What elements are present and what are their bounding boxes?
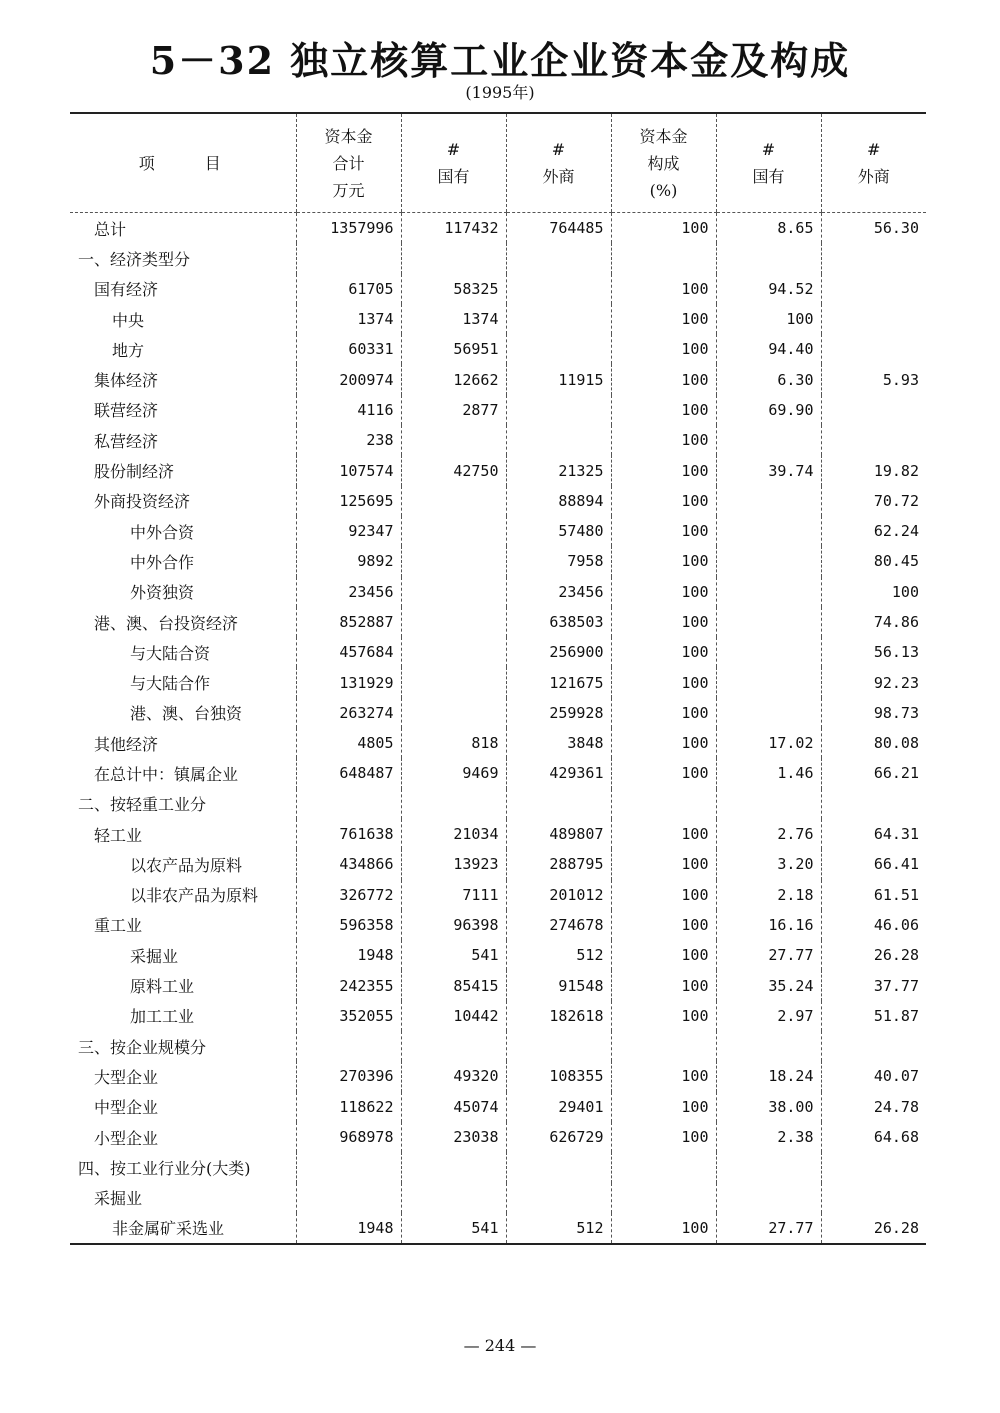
cell-foreign: [506, 1031, 611, 1061]
cell-comp: 100: [611, 546, 716, 576]
cell-state: [401, 243, 506, 273]
cell-comp-state: [716, 1152, 821, 1182]
cell-foreign: 288795: [506, 849, 611, 879]
row-label: 四、按工业行业分(大类): [78, 1158, 251, 1178]
cell-foreign: 29401: [506, 1092, 611, 1122]
row-label: 以非农产品为原料: [130, 886, 259, 906]
cell-comp-foreign: 19.82: [821, 455, 926, 485]
cell-total: 648487: [296, 758, 401, 788]
row-label: 以农产品为原料: [130, 855, 243, 875]
row-label: 原料工业: [130, 977, 195, 997]
cell-comp: 100: [611, 698, 716, 728]
cell-state: 1374: [401, 304, 506, 334]
cell-comp-foreign: 46.06: [821, 910, 926, 940]
cell-comp: 100: [611, 1213, 716, 1244]
capital-table: [70, 112, 926, 1245]
table-row: [70, 334, 926, 364]
cell-total: 852887: [296, 607, 401, 637]
cell-state: [401, 577, 506, 607]
table-row: [70, 667, 926, 697]
cell-foreign: 256900: [506, 637, 611, 667]
cell-comp-state: 6.30: [716, 364, 821, 394]
cell-total: [296, 243, 401, 273]
cell-total: 434866: [296, 849, 401, 879]
cell-comp-foreign: [821, 334, 926, 364]
page-number: — 244 —: [463, 1336, 537, 1355]
cell-comp: 100: [611, 819, 716, 849]
cell-state: 45074: [401, 1092, 506, 1122]
cell-foreign: 88894: [506, 486, 611, 516]
cell-total: 1357996: [296, 213, 401, 244]
cell-foreign: [506, 304, 611, 334]
cell-total: 118622: [296, 1092, 401, 1122]
cell-foreign: 638503: [506, 607, 611, 637]
cell-comp-foreign: 92.23: [821, 667, 926, 697]
table-row: [70, 637, 926, 667]
cell-foreign: [506, 1152, 611, 1182]
cell-comp-foreign: [821, 425, 926, 455]
cell-comp: 100: [611, 910, 716, 940]
cell-comp: 100: [611, 395, 716, 425]
cell-comp-state: [716, 546, 821, 576]
row-label: 一、经济类型分: [78, 249, 191, 269]
cell-total: 61705: [296, 274, 401, 304]
cell-total: 1374: [296, 304, 401, 334]
cell-foreign: 489807: [506, 819, 611, 849]
table-row: [70, 1122, 926, 1152]
row-label: 三、按企业规模分: [78, 1037, 207, 1057]
cell-comp: [611, 1031, 716, 1061]
cell-comp-foreign: 98.73: [821, 698, 926, 728]
cell-comp: 100: [611, 1061, 716, 1091]
cell-comp-foreign: [821, 1183, 926, 1213]
cell-comp-foreign: [821, 395, 926, 425]
row-label: 集体经济: [94, 371, 159, 391]
cell-total: 270396: [296, 1061, 401, 1091]
cell-comp-foreign: [821, 789, 926, 819]
cell-foreign: 259928: [506, 698, 611, 728]
header-comp-state: # 国有: [716, 113, 821, 213]
cell-comp-state: 2.97: [716, 1001, 821, 1031]
row-label: 联营经济: [94, 401, 159, 421]
cell-foreign: 11915: [506, 364, 611, 394]
cell-total: 242355: [296, 970, 401, 1000]
cell-foreign: [506, 395, 611, 425]
cell-comp: 100: [611, 334, 716, 364]
cell-comp-foreign: 51.87: [821, 1001, 926, 1031]
cell-comp-foreign: 24.78: [821, 1092, 926, 1122]
table-row: [70, 910, 926, 940]
header-capital-foreign: # 外商: [506, 113, 611, 213]
row-label: 外资独资: [130, 583, 195, 603]
cell-comp: 100: [611, 364, 716, 394]
table-header-row: [70, 113, 926, 213]
cell-comp-foreign: 26.28: [821, 940, 926, 970]
cell-comp: 100: [611, 728, 716, 758]
row-label: 重工业: [94, 916, 143, 936]
cell-comp: 100: [611, 1092, 716, 1122]
cell-comp: [611, 1152, 716, 1182]
table-row: [70, 425, 926, 455]
cell-state: [401, 486, 506, 516]
cell-total: 1948: [296, 940, 401, 970]
cell-comp: [611, 243, 716, 273]
table-row: [70, 1092, 926, 1122]
row-label: 在总计中：镇属企业: [94, 764, 239, 784]
cell-comp-foreign: [821, 1031, 926, 1061]
cell-state: [401, 546, 506, 576]
cell-comp-state: [716, 1183, 821, 1213]
row-label: 港、澳、台投资经济: [94, 613, 239, 633]
cell-state: 9469: [401, 758, 506, 788]
cell-comp-foreign: 61.51: [821, 880, 926, 910]
cell-total: 263274: [296, 698, 401, 728]
table-row: [70, 970, 926, 1000]
table-row: [70, 304, 926, 334]
cell-state: [401, 1183, 506, 1213]
cell-total: 60331: [296, 334, 401, 364]
cell-comp-state: [716, 789, 821, 819]
cell-comp: 100: [611, 304, 716, 334]
table-row: [70, 395, 926, 425]
cell-total: 238: [296, 425, 401, 455]
cell-foreign: 21325: [506, 455, 611, 485]
cell-total: [296, 1031, 401, 1061]
cell-total: 125695: [296, 486, 401, 516]
cell-state: 58325: [401, 274, 506, 304]
cell-comp: 100: [611, 849, 716, 879]
cell-foreign: 764485: [506, 213, 611, 244]
cell-comp-state: 27.77: [716, 940, 821, 970]
cell-foreign: [506, 789, 611, 819]
cell-state: 13923: [401, 849, 506, 879]
cell-comp-state: 3.20: [716, 849, 821, 879]
row-label: 地方: [112, 340, 145, 360]
cell-comp-foreign: 5.93: [821, 364, 926, 394]
cell-total: 200974: [296, 364, 401, 394]
cell-comp: 100: [611, 274, 716, 304]
cell-total: 1948: [296, 1213, 401, 1244]
cell-total: 107574: [296, 455, 401, 485]
cell-comp-state: [716, 425, 821, 455]
cell-comp-state: [716, 667, 821, 697]
table-row: [70, 758, 926, 788]
row-label: 国有经济: [94, 280, 159, 300]
cell-comp-state: 17.02: [716, 728, 821, 758]
header-capital-total: 资本金 合计 万元: [296, 113, 401, 213]
cell-comp-foreign: 66.41: [821, 849, 926, 879]
table-row: [70, 516, 926, 546]
cell-foreign: [506, 274, 611, 304]
table-row: [70, 1213, 926, 1244]
cell-comp-state: 18.24: [716, 1061, 821, 1091]
row-label: 轻工业: [94, 825, 143, 845]
cell-comp-foreign: 56.13: [821, 637, 926, 667]
cell-state: 818: [401, 728, 506, 758]
cell-foreign: 91548: [506, 970, 611, 1000]
cell-comp-foreign: 56.30: [821, 213, 926, 244]
cell-comp: 100: [611, 970, 716, 1000]
cell-state: [401, 1031, 506, 1061]
cell-state: [401, 698, 506, 728]
table-body: [70, 213, 926, 1245]
row-label: 加工工业: [130, 1007, 195, 1027]
header-item-label: 项 目: [138, 153, 227, 173]
cell-comp-foreign: 66.21: [821, 758, 926, 788]
cell-comp-foreign: [821, 243, 926, 273]
table-row: [70, 486, 926, 516]
row-label: 与大陆合作: [130, 674, 211, 694]
cell-comp: 100: [611, 213, 716, 244]
cell-comp: 100: [611, 1122, 716, 1152]
cell-foreign: 3848: [506, 728, 611, 758]
cell-comp-state: [716, 1031, 821, 1061]
cell-comp-state: [716, 486, 821, 516]
cell-total: 4805: [296, 728, 401, 758]
cell-foreign: 57480: [506, 516, 611, 546]
cell-comp-foreign: 70.72: [821, 486, 926, 516]
row-label: 小型企业: [94, 1128, 159, 1148]
cell-state: [401, 425, 506, 455]
table-row: [70, 364, 926, 394]
cell-comp-state: [716, 577, 821, 607]
row-label: 大型企业: [94, 1067, 159, 1087]
cell-comp-state: 27.77: [716, 1213, 821, 1244]
header-comp-foreign: # 外商: [821, 113, 926, 213]
cell-comp-state: [716, 516, 821, 546]
cell-foreign: [506, 243, 611, 273]
cell-total: 596358: [296, 910, 401, 940]
table-row: [70, 1061, 926, 1091]
cell-comp: [611, 789, 716, 819]
cell-foreign: 512: [506, 1213, 611, 1244]
cell-foreign: 108355: [506, 1061, 611, 1091]
cell-foreign: 7958: [506, 546, 611, 576]
cell-total: [296, 1183, 401, 1213]
cell-foreign: 201012: [506, 880, 611, 910]
row-label: 其他经济: [94, 734, 159, 754]
cell-state: 23038: [401, 1122, 506, 1152]
row-label: 非金属矿采选业: [112, 1219, 225, 1239]
table-row: [70, 880, 926, 910]
cell-total: 326772: [296, 880, 401, 910]
cell-total: 352055: [296, 1001, 401, 1031]
cell-state: 21034: [401, 819, 506, 849]
table-row: [70, 1183, 926, 1213]
cell-comp-state: 35.24: [716, 970, 821, 1000]
cell-comp-foreign: [821, 304, 926, 334]
cell-comp-foreign: 80.08: [821, 728, 926, 758]
cell-foreign: 121675: [506, 667, 611, 697]
cell-state: 12662: [401, 364, 506, 394]
row-label: 中外合资: [130, 522, 195, 542]
cell-state: 42750: [401, 455, 506, 485]
row-label: 采掘业: [130, 946, 179, 966]
cell-state: [401, 637, 506, 667]
cell-total: 761638: [296, 819, 401, 849]
table-row: [70, 577, 926, 607]
page-title: 5－32 独立核算工业企业资本金及构成: [149, 38, 851, 83]
row-label: 二、按轻重工业分: [78, 795, 207, 815]
cell-comp-state: 94.52: [716, 274, 821, 304]
cell-comp: 100: [611, 577, 716, 607]
cell-foreign: 23456: [506, 577, 611, 607]
row-label: 中型企业: [94, 1098, 159, 1118]
row-label: 中央: [112, 310, 145, 330]
cell-comp-foreign: 80.45: [821, 546, 926, 576]
cell-comp: 100: [611, 516, 716, 546]
cell-comp-state: [716, 607, 821, 637]
cell-comp: 100: [611, 1001, 716, 1031]
cell-comp-foreign: [821, 1152, 926, 1182]
cell-state: 541: [401, 940, 506, 970]
cell-comp: [611, 1183, 716, 1213]
cell-total: 4116: [296, 395, 401, 425]
row-label: 中外合作: [130, 552, 195, 572]
cell-state: 10442: [401, 1001, 506, 1031]
cell-total: [296, 789, 401, 819]
cell-comp-state: 100: [716, 304, 821, 334]
table-row: [70, 274, 926, 304]
cell-comp-foreign: 74.86: [821, 607, 926, 637]
cell-comp-state: 1.46: [716, 758, 821, 788]
table-row: [70, 243, 926, 273]
table-row: [70, 1001, 926, 1031]
cell-comp-foreign: 100: [821, 577, 926, 607]
row-label: 外商投资经济: [94, 492, 191, 512]
cell-comp: 100: [611, 637, 716, 667]
cell-comp: 100: [611, 758, 716, 788]
cell-state: 2877: [401, 395, 506, 425]
cell-comp-foreign: 62.24: [821, 516, 926, 546]
table-row: [70, 940, 926, 970]
cell-state: 117432: [401, 213, 506, 244]
cell-comp-state: [716, 243, 821, 273]
table-row: [70, 1031, 926, 1061]
page-subtitle: (1995年): [465, 83, 535, 102]
cell-foreign: 512: [506, 940, 611, 970]
table-row: [70, 455, 926, 485]
cell-state: [401, 516, 506, 546]
cell-comp: 100: [611, 880, 716, 910]
row-label: 采掘业: [94, 1189, 143, 1209]
cell-foreign: 626729: [506, 1122, 611, 1152]
header-composition: 资本金 构成 (%): [611, 113, 716, 213]
cell-comp-foreign: [821, 274, 926, 304]
cell-state: 49320: [401, 1061, 506, 1091]
cell-comp: 100: [611, 455, 716, 485]
table-row: [70, 819, 926, 849]
cell-state: [401, 607, 506, 637]
cell-state: 56951: [401, 334, 506, 364]
cell-total: 457684: [296, 637, 401, 667]
cell-comp-state: 39.74: [716, 455, 821, 485]
cell-comp-state: 94.40: [716, 334, 821, 364]
cell-comp: 100: [611, 940, 716, 970]
table-row: [70, 1152, 926, 1182]
cell-foreign: [506, 1183, 611, 1213]
cell-comp-state: 69.90: [716, 395, 821, 425]
cell-total: 131929: [296, 667, 401, 697]
header-item: [70, 113, 296, 213]
table-row: [70, 789, 926, 819]
cell-comp-foreign: 40.07: [821, 1061, 926, 1091]
row-label: 股份制经济: [94, 462, 175, 482]
cell-comp-state: 2.18: [716, 880, 821, 910]
cell-comp: 100: [611, 425, 716, 455]
cell-comp-foreign: 64.68: [821, 1122, 926, 1152]
row-label: 与大陆合资: [130, 643, 211, 663]
cell-state: 96398: [401, 910, 506, 940]
table-row: [70, 546, 926, 576]
row-label: 港、澳、台独资: [130, 704, 243, 724]
cell-state: [401, 1152, 506, 1182]
cell-comp: 100: [611, 486, 716, 516]
cell-state: 7111: [401, 880, 506, 910]
row-label: 总计: [94, 219, 127, 239]
cell-comp-state: 16.16: [716, 910, 821, 940]
cell-state: 85415: [401, 970, 506, 1000]
row-label: 私营经济: [94, 431, 159, 451]
cell-comp: 100: [611, 607, 716, 637]
table-row: [70, 698, 926, 728]
cell-foreign: 274678: [506, 910, 611, 940]
cell-foreign: [506, 425, 611, 455]
table-row: [70, 607, 926, 637]
cell-comp-state: 2.38: [716, 1122, 821, 1152]
cell-total: 968978: [296, 1122, 401, 1152]
cell-foreign: 429361: [506, 758, 611, 788]
table-row: [70, 849, 926, 879]
cell-comp-state: [716, 637, 821, 667]
cell-total: [296, 1152, 401, 1182]
cell-foreign: [506, 334, 611, 364]
cell-comp-state: 8.65: [716, 213, 821, 244]
cell-state: 541: [401, 1213, 506, 1244]
cell-comp-state: 2.76: [716, 819, 821, 849]
table-row: [70, 213, 926, 244]
cell-state: [401, 667, 506, 697]
cell-comp-foreign: 26.28: [821, 1213, 926, 1244]
cell-comp: 100: [611, 667, 716, 697]
header-capital-state: # 国有: [401, 113, 506, 213]
cell-state: [401, 789, 506, 819]
cell-comp-state: [716, 698, 821, 728]
cell-total: 23456: [296, 577, 401, 607]
cell-total: 9892: [296, 546, 401, 576]
cell-comp-state: 38.00: [716, 1092, 821, 1122]
cell-comp-foreign: 37.77: [821, 970, 926, 1000]
cell-comp-foreign: 64.31: [821, 819, 926, 849]
cell-foreign: 182618: [506, 1001, 611, 1031]
cell-total: 92347: [296, 516, 401, 546]
table-row: [70, 728, 926, 758]
